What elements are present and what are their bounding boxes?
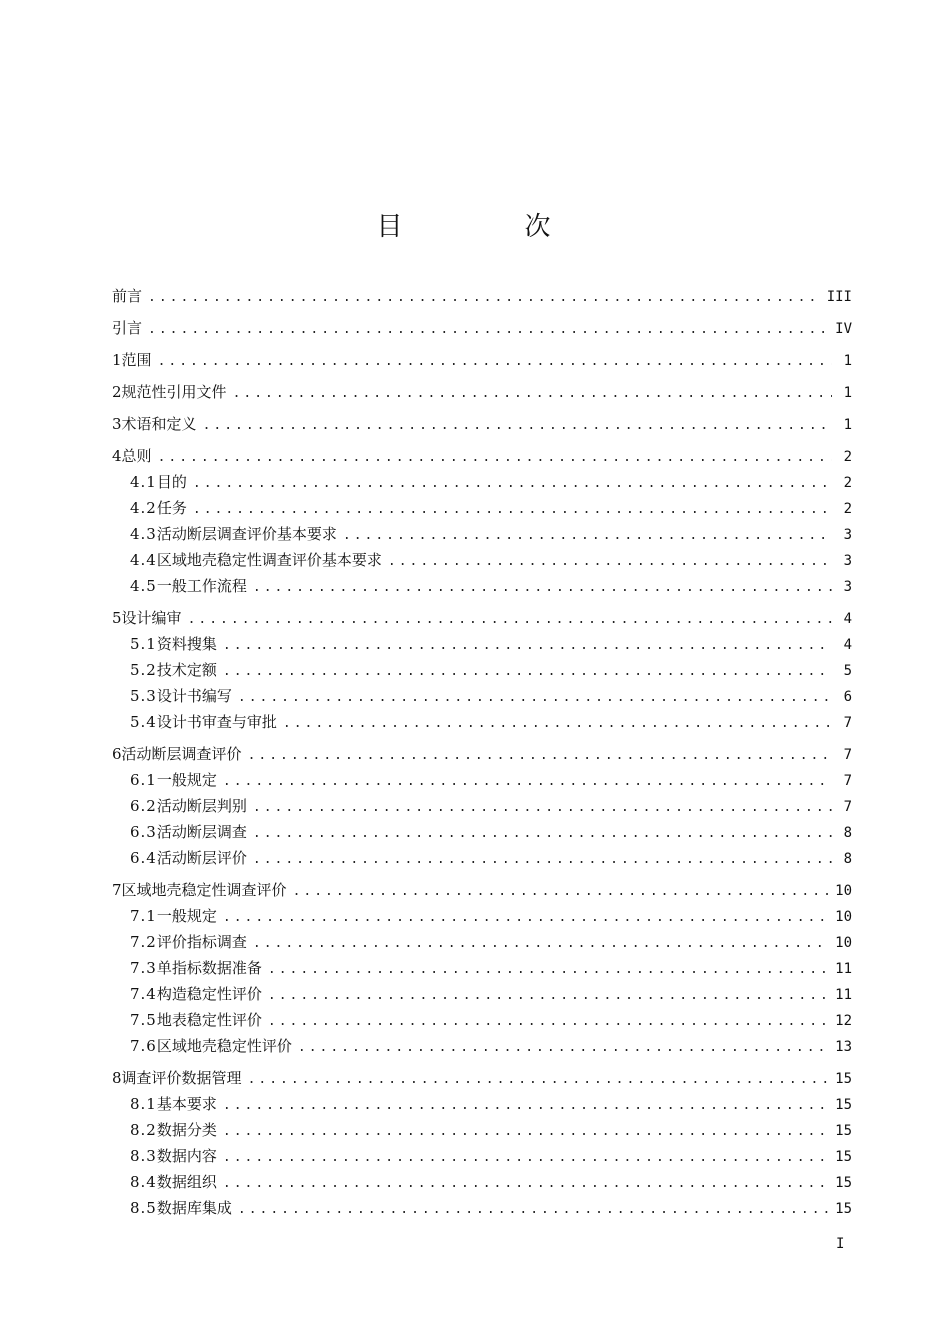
toc-entry-number: 8.2 bbox=[130, 1121, 157, 1139]
toc-leader-dots bbox=[293, 879, 830, 904]
toc-entry-number: 7.1 bbox=[130, 907, 157, 925]
toc-entry-label: 区域地壳稳定性评价 bbox=[156, 1037, 292, 1055]
toc-leader-dots bbox=[193, 471, 832, 496]
toc-entry-label: 资料搜集 bbox=[156, 635, 217, 653]
toc-entry-page: 10 bbox=[835, 935, 852, 951]
toc-entry-number: 7.2 bbox=[130, 933, 157, 951]
toc-entry[interactable] bbox=[112, 768, 852, 794]
toc-entry-label: 地表稳定性评价 bbox=[156, 1011, 262, 1029]
toc-entry-page: 7 bbox=[843, 747, 852, 763]
toc-leader-dots bbox=[223, 769, 832, 794]
toc-entry-page: 4 bbox=[843, 611, 852, 627]
toc-entry[interactable] bbox=[112, 522, 852, 548]
toc-leader-dots bbox=[223, 1119, 829, 1144]
toc-leader-dots bbox=[238, 1197, 829, 1222]
toc-entry-page: 1 bbox=[843, 385, 852, 401]
toc-leader-dots bbox=[158, 349, 832, 374]
toc-entry-number: 4.4 bbox=[130, 551, 157, 569]
toc-leader-dots bbox=[223, 1093, 829, 1118]
toc-entry-number: 4.3 bbox=[130, 525, 157, 543]
toc-leader-dots bbox=[268, 983, 829, 1008]
toc-entry-page: 15 bbox=[835, 1149, 852, 1165]
toc-entry-page: 4 bbox=[843, 637, 852, 653]
toc-entry[interactable] bbox=[112, 982, 852, 1008]
toc-leader-dots bbox=[298, 1035, 829, 1060]
toc-entry[interactable] bbox=[112, 956, 852, 982]
toc-entry-number: 8 bbox=[112, 1069, 122, 1087]
toc-entry-page: IV bbox=[835, 321, 852, 337]
toc-entry[interactable] bbox=[112, 1118, 852, 1144]
toc-entry-label: 规范性引用文件 bbox=[121, 383, 227, 401]
toc-entry[interactable] bbox=[112, 904, 852, 930]
toc-entry-page: 1 bbox=[843, 417, 852, 433]
toc-entry[interactable] bbox=[112, 794, 852, 820]
toc-leader-dots bbox=[158, 445, 832, 470]
toc-entry[interactable] bbox=[112, 846, 852, 872]
toc-entry-number: 4.2 bbox=[130, 499, 157, 517]
toc-entry[interactable] bbox=[112, 380, 852, 406]
toc-entry[interactable] bbox=[112, 878, 852, 904]
toc-entry-number: 6 bbox=[112, 745, 122, 763]
toc-entry-number: 3 bbox=[112, 415, 122, 433]
toc-entry-label: 设计书编写 bbox=[156, 687, 232, 705]
toc-leader-dots bbox=[148, 317, 829, 342]
toc-entry[interactable] bbox=[112, 632, 852, 658]
toc-entry-number: 8.3 bbox=[130, 1147, 157, 1165]
toc-leader-dots bbox=[223, 905, 829, 930]
toc-entry-number: 8.4 bbox=[130, 1173, 157, 1191]
table-of-contents bbox=[112, 284, 852, 1222]
toc-leader-dots bbox=[343, 523, 832, 548]
toc-entry-page: 3 bbox=[843, 579, 852, 595]
toc-entry-label: 数据库集成 bbox=[156, 1199, 232, 1217]
toc-entry-label: 区域地壳稳定性调查评价基本要求 bbox=[156, 551, 382, 569]
toc-entry[interactable] bbox=[112, 1034, 852, 1060]
toc-entry-page: 15 bbox=[835, 1175, 852, 1191]
toc-entry-number: 4 bbox=[112, 447, 122, 465]
toc-entry-number: 2 bbox=[112, 383, 122, 401]
toc-entry-number: 7.5 bbox=[130, 1011, 157, 1029]
toc-entry[interactable] bbox=[112, 496, 852, 522]
toc-entry-page: 8 bbox=[843, 825, 852, 841]
toc-entry-page: 3 bbox=[843, 527, 852, 543]
toc-leader-dots bbox=[253, 821, 832, 846]
toc-entry-page: 15 bbox=[835, 1123, 852, 1139]
toc-entry[interactable] bbox=[112, 1066, 852, 1092]
toc-entry-number: 7.4 bbox=[130, 985, 157, 1003]
toc-entry[interactable] bbox=[112, 412, 852, 438]
toc-entry-page: 5 bbox=[843, 663, 852, 679]
toc-entry-label: 设计编审 bbox=[121, 609, 182, 627]
toc-leader-dots bbox=[203, 413, 832, 438]
toc-leader-dots bbox=[223, 1171, 829, 1196]
toc-entry-page: 10 bbox=[835, 883, 852, 899]
toc-leader-dots bbox=[223, 659, 832, 684]
toc-entry[interactable] bbox=[112, 658, 852, 684]
toc-entry-number: 1 bbox=[112, 351, 122, 369]
toc-entry-number: 4.5 bbox=[130, 577, 157, 595]
toc-entry-label: 构造稳定性评价 bbox=[156, 985, 262, 1003]
toc-entry-page: 2 bbox=[843, 475, 852, 491]
toc-entry-label: 区域地壳稳定性调查评价 bbox=[121, 881, 287, 899]
toc-entry-page: 15 bbox=[835, 1201, 852, 1217]
toc-entry[interactable] bbox=[112, 548, 852, 574]
toc-entry-label: 一般规定 bbox=[156, 907, 217, 925]
toc-leader-dots bbox=[253, 575, 832, 600]
toc-leader-dots bbox=[238, 685, 832, 710]
toc-entry[interactable] bbox=[112, 574, 852, 600]
toc-leader-dots bbox=[193, 497, 832, 522]
toc-entry-page: 8 bbox=[843, 851, 852, 867]
toc-entry-page: 1 bbox=[843, 353, 852, 369]
toc-entry[interactable] bbox=[112, 710, 852, 736]
toc-entry-label: 调查评价数据管理 bbox=[121, 1069, 242, 1087]
toc-entry-number: 6.2 bbox=[130, 797, 157, 815]
toc-entry-label: 范围 bbox=[121, 351, 152, 369]
toc-entry-label: 活动断层评价 bbox=[156, 849, 247, 867]
toc-entry[interactable] bbox=[112, 930, 852, 956]
toc-entry[interactable] bbox=[112, 284, 852, 310]
toc-entry-label: 一般工作流程 bbox=[156, 577, 247, 595]
toc-entry-page: 11 bbox=[835, 961, 852, 977]
toc-leader-dots bbox=[388, 549, 832, 574]
toc-entry[interactable] bbox=[112, 742, 852, 768]
toc-entry-number: 7 bbox=[112, 881, 122, 899]
toc-entry-label: 一般规定 bbox=[156, 771, 217, 789]
toc-leader-dots bbox=[223, 633, 832, 658]
toc-entry-number: 8.5 bbox=[130, 1199, 157, 1217]
toc-entry-number: 6.1 bbox=[130, 771, 157, 789]
toc-leader-dots bbox=[253, 795, 832, 820]
toc-entry-label: 任务 bbox=[156, 499, 187, 517]
toc-entry-page: 2 bbox=[843, 449, 852, 465]
toc-entry[interactable] bbox=[112, 316, 852, 342]
toc-entry-label: 技术定额 bbox=[156, 661, 217, 679]
toc-entry-label: 数据分类 bbox=[156, 1121, 217, 1139]
toc-leader-dots bbox=[268, 1009, 829, 1034]
toc-entry-page: 13 bbox=[835, 1039, 852, 1055]
toc-entry-number: 7.3 bbox=[130, 959, 157, 977]
toc-entry-number: 4.1 bbox=[130, 473, 157, 491]
toc-title: 目 次 bbox=[376, 212, 599, 242]
toc-entry-page: 3 bbox=[843, 553, 852, 569]
toc-entry-label: 前言 bbox=[112, 287, 143, 305]
toc-entry-page: 7 bbox=[843, 773, 852, 789]
toc-entry-number: 5 bbox=[112, 609, 122, 627]
toc-entry[interactable] bbox=[112, 1008, 852, 1034]
toc-entry-page: 6 bbox=[843, 689, 852, 705]
toc-entry-label: 活动断层判别 bbox=[156, 797, 247, 815]
toc-entry[interactable] bbox=[112, 1196, 852, 1222]
toc-entry-number: 5.2 bbox=[130, 661, 157, 679]
toc-entry-page: 15 bbox=[835, 1097, 852, 1113]
toc-entry-number: 8.1 bbox=[130, 1095, 157, 1113]
toc-leader-dots bbox=[283, 711, 832, 736]
toc-entry[interactable] bbox=[112, 1170, 852, 1196]
toc-entry[interactable] bbox=[112, 1144, 852, 1170]
toc-entry[interactable] bbox=[112, 1092, 852, 1118]
toc-entry[interactable] bbox=[112, 470, 852, 496]
toc-entry-label: 总则 bbox=[121, 447, 152, 465]
toc-entry-page: 15 bbox=[835, 1071, 852, 1087]
toc-leader-dots bbox=[148, 285, 821, 310]
toc-entry-number: 5.4 bbox=[130, 713, 157, 731]
toc-leader-dots bbox=[248, 743, 832, 768]
toc-entry-page: III bbox=[826, 289, 852, 305]
toc-entry-page: 7 bbox=[843, 715, 852, 731]
toc-entry[interactable] bbox=[112, 348, 852, 374]
toc-leader-dots bbox=[253, 931, 829, 956]
toc-entry-label: 基本要求 bbox=[156, 1095, 217, 1113]
toc-leader-dots bbox=[253, 847, 832, 872]
toc-entry[interactable] bbox=[112, 606, 852, 632]
toc-entry-label: 单指标数据准备 bbox=[156, 959, 262, 977]
toc-entry[interactable] bbox=[112, 820, 852, 846]
toc-entry-page: 12 bbox=[835, 1013, 852, 1029]
toc-entry-number: 5.3 bbox=[130, 687, 157, 705]
toc-entry-page: 2 bbox=[843, 501, 852, 517]
toc-entry-number: 5.1 bbox=[130, 635, 157, 653]
toc-entry-label: 引言 bbox=[112, 319, 143, 337]
toc-entry-label: 设计书审查与审批 bbox=[156, 713, 277, 731]
toc-entry-label: 活动断层调查评价 bbox=[121, 745, 242, 763]
toc-entry-number: 6.3 bbox=[130, 823, 157, 841]
toc-leader-dots bbox=[223, 1145, 829, 1170]
toc-entry-label: 活动断层调查评价基本要求 bbox=[156, 525, 337, 543]
toc-entry-label: 术语和定义 bbox=[121, 415, 197, 433]
toc-leader-dots bbox=[268, 957, 829, 982]
toc-entry-label: 数据组织 bbox=[156, 1173, 217, 1191]
toc-entry-number: 6.4 bbox=[130, 849, 157, 867]
toc-entry-label: 评价指标调查 bbox=[156, 933, 247, 951]
toc-entry-label: 数据内容 bbox=[156, 1147, 217, 1165]
toc-leader-dots bbox=[188, 607, 832, 632]
toc-entry[interactable] bbox=[112, 684, 852, 710]
toc-entry-label: 活动断层调查 bbox=[156, 823, 247, 841]
toc-entry-number: 7.6 bbox=[130, 1037, 157, 1055]
toc-entry-page: 10 bbox=[835, 909, 852, 925]
toc-entry[interactable] bbox=[112, 444, 852, 470]
footer-page-number: I bbox=[836, 1236, 845, 1252]
toc-leader-dots bbox=[248, 1067, 830, 1092]
toc-entry-page: 7 bbox=[843, 799, 852, 815]
toc-entry-label: 目的 bbox=[156, 473, 187, 491]
toc-entry-page: 11 bbox=[835, 987, 852, 1003]
toc-leader-dots bbox=[233, 381, 832, 406]
